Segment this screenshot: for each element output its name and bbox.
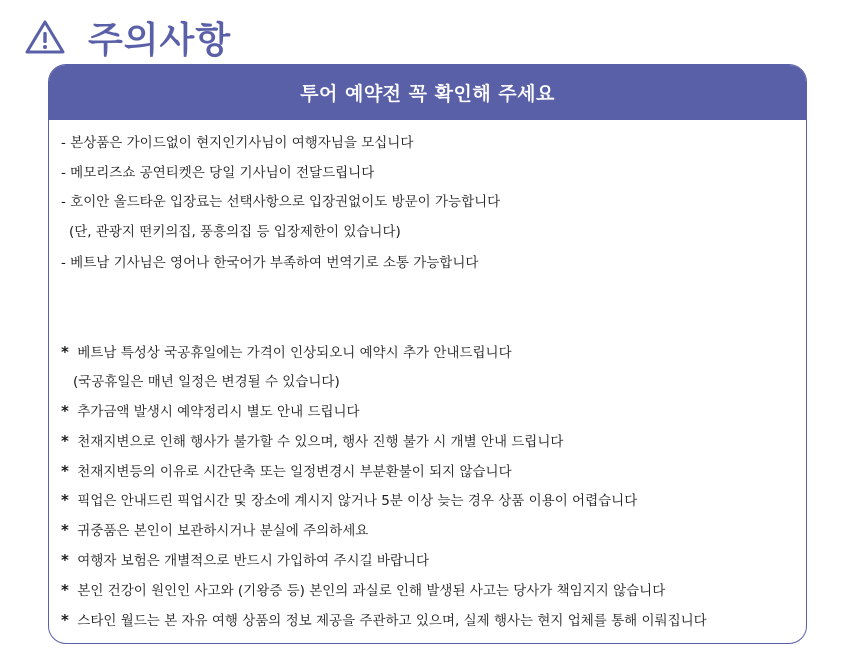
list-item: * 추가금액 발생시 예약정리시 별도 안내 드립니다 [61, 402, 360, 420]
list-item: * 본인 건강이 원인인 사고와 (기왕증 등) 본인의 과실로 인해 발생된 사고는 당사가 책임지지 않습니다 [61, 581, 666, 599]
notice-box [48, 64, 807, 644]
list-item: - 본상품은 가이드없이 현지인기사님이 여행자님을 모십니다 [61, 135, 414, 151]
list-item: - 메모리즈쇼 공연티켓은 당일 기사님이 전달드립니다 [61, 165, 375, 181]
list-item-note: (단, 관광지 떤키의집, 풍흥의집 등 입장제한이 있습니다) [69, 224, 401, 240]
notice-box-header: 투어 예약전 꼭 확인해 주세요 [49, 65, 806, 120]
list-item: * 스타인 월드는 본 자유 여행 상품의 정보 제공을 주관하고 있으며, 실제 행사는 현지 업체를 통해 이뤄집니다 [61, 611, 707, 629]
warning-triangle-icon [24, 19, 66, 55]
list-item: * 베트남 특성상 국공휴일에는 가격이 인상되오니 예약시 추가 안내드립니다 [61, 343, 512, 361]
list-item: * 천재지변으로 인해 행사가 불가할 수 있으며, 행사 진행 불가 시 개별 안내 드립니다 [61, 432, 564, 450]
list-item: * 귀중품은 본인이 보관하시거나 분실에 주의하세요 [61, 521, 369, 539]
page-title: 주의사항 [88, 19, 232, 61]
list-item: * 픽업은 안내드린 픽업시간 및 장소에 계시지 않거나 5분 이상 늦는 경우 상품 이용이 어렵습니다 [61, 491, 638, 509]
page-heading [24, 14, 231, 60]
list-item: * 천재지변등의 이유로 시간단축 또는 일정변경시 부분환불이 되지 않습니다 [61, 462, 512, 480]
list-item: * 여행자 보험은 개별적으로 반드시 가입하여 주시길 바랍니다 [61, 551, 430, 569]
list-item: - 베트남 기사님은 영어나 한국어가 부족하여 번역기로 소통 가능합니다 [61, 255, 479, 271]
list-item: - 호이안 올드타운 입장료는 선택사항으로 입장권없이도 방문이 가능합니다 [61, 194, 501, 210]
notice-list [49, 65, 806, 643]
list-item-note: (국공휴일은 매년 일정은 변경될 수 있습니다) [73, 374, 340, 390]
